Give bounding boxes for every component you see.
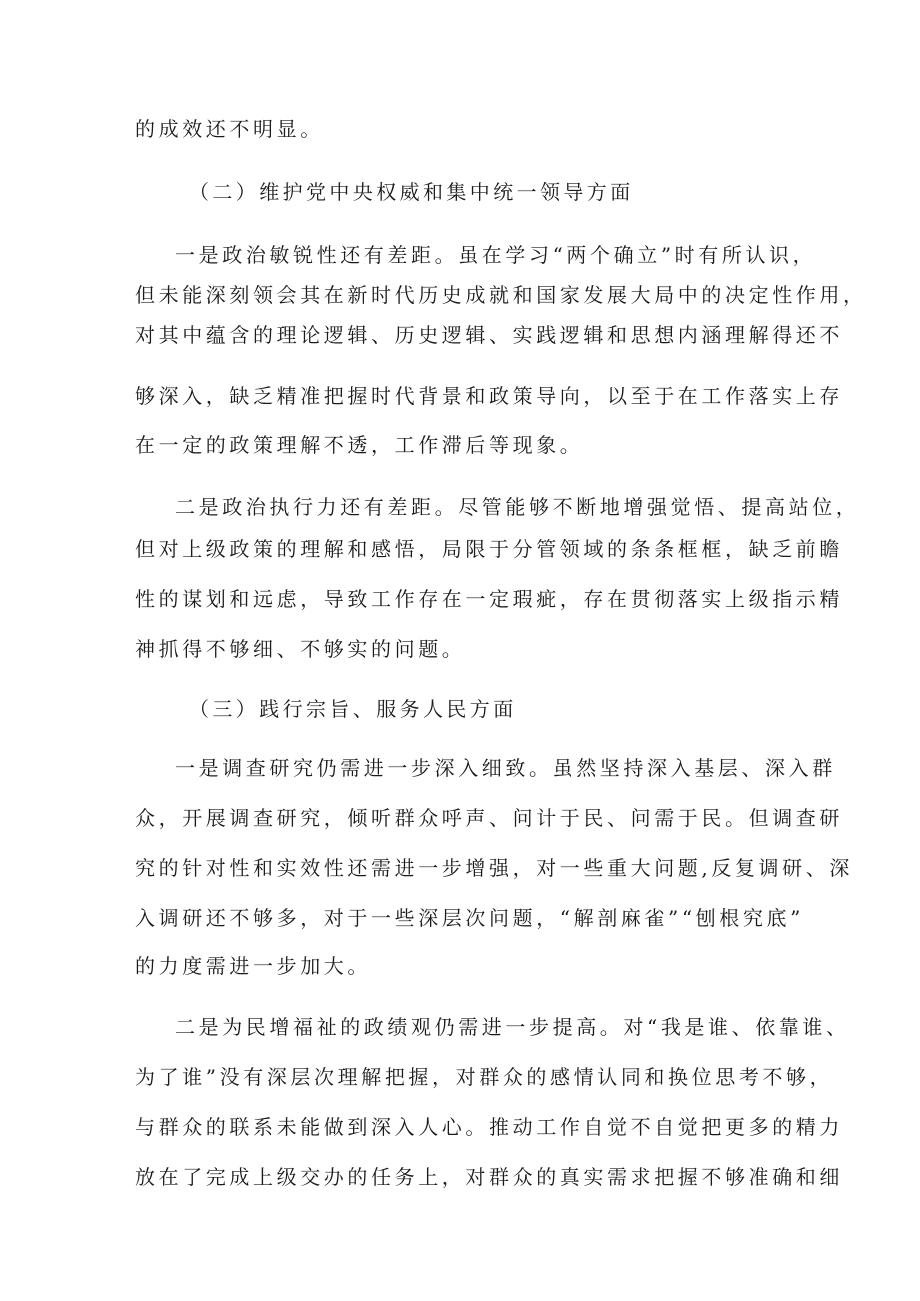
text-line: 与群众的联系未能做到深入人心。推动工作自觉不自觉把更多的精力 — [135, 1115, 843, 1139]
text-line: 放在了完成上级交办的任务上，对群众的真实需求把握不够准确和细 — [135, 1165, 843, 1189]
text-line: 性的谋划和远虑，导致工作存在一定瑕疵，存在贯彻落实上级指示精 — [135, 587, 843, 611]
text-line: 众，开展调查研究，倾听群众呼声、问计于民、问需于民。但调查研 — [135, 806, 843, 830]
text-line: 二是为民增福祉的政绩观仍需进一步提高。对“我是谁、依靠谁、 — [175, 1015, 850, 1039]
text-line: 的力度需进一步加大。 — [135, 954, 371, 978]
text-line: 神抓得不够细、不够实的问题。 — [135, 637, 466, 661]
text-line: 二是政治执行力还有差距。尽管能够不断地增强觉悟、提高站位， — [175, 495, 860, 519]
text-line: 入调研还不够多，对于一些深层次问题，“解剖麻雀”“刨根究底” — [135, 906, 804, 930]
text-line: 一是调查研究仍需进一步深入细致。虽然坚持深入基层、深入群 — [175, 756, 836, 780]
text-line: 究的针对性和实效性还需进一步增强，对一些重大问题,反复调研、深 — [135, 856, 853, 880]
text-line: 但对上级政策的理解和感悟，局限于分管领域的条条框框，缺乏前瞻 — [135, 537, 843, 561]
section-heading-2: （二）维护党中央权威和集中统一领导方面 — [189, 180, 634, 204]
text-line: 在一定的政策理解不透，工作滞后等现象。 — [135, 433, 584, 457]
text-line: 一是政治敏锐性还有差距。虽在学习“两个确立”时有所认识， — [175, 243, 817, 267]
text-line: 的成效还不明显。 — [135, 117, 324, 141]
text-line: 为了谁”没有深层次理解把握，对群众的感情认同和换位思考不够， — [135, 1065, 834, 1089]
section-heading-3: （三）践行宗旨、服务人民方面 — [189, 697, 517, 721]
text-line: 但未能深刻领会其在新时代历史成就和国家发展大局中的决定性作用， — [135, 283, 867, 307]
text-line: 够深入，缺乏精准把握时代背景和政策导向，以至于在工作落实上存 — [135, 384, 843, 408]
text-line: 对其中蕴含的理论逻辑、历史逻辑、实践逻辑和思想内涵理解得还不 — [135, 323, 843, 347]
